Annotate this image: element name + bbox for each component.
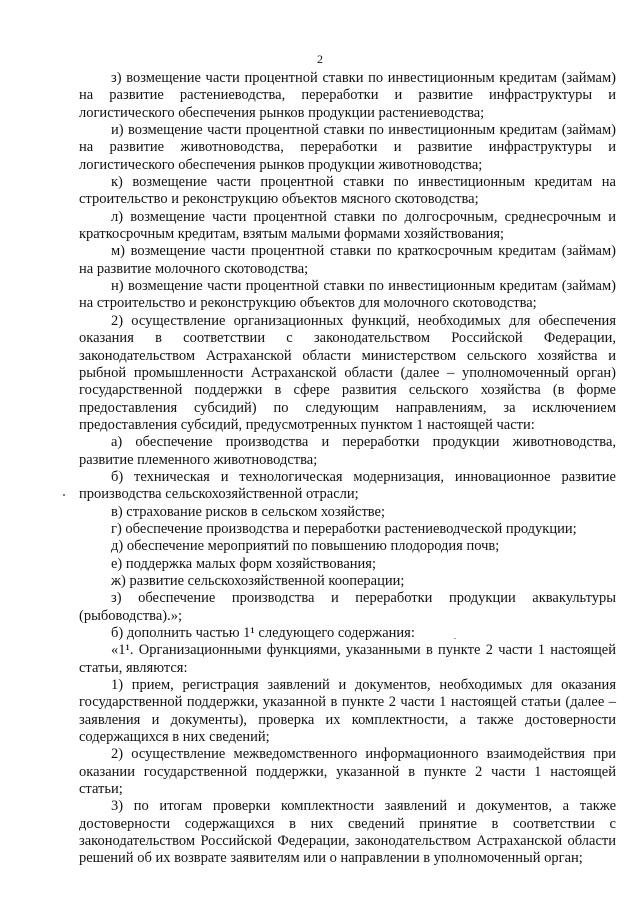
paragraph-k: к) возмещение части процентной ставки по инвестиционным кредитам на строительство и реконструкцию объектов мясного скотоводства; [79, 174, 616, 208]
paragraph-2e: е) поддержка малых форм хозяйствования; [111, 555, 376, 572]
paragraph-2a: а) обеспечение производства и переработки продукции животноводства, развитие племенного животноводства; [79, 434, 616, 468]
paragraph-i: и) возмещение части процентной ставки по инвестиционным кредитам (займам) на развитие животноводства, переработки и развитие инфраструктуры и логистического обеспечения рынков продукции животноводства; [79, 122, 616, 173]
paragraph-2g: г) обеспечение производства и переработки растениеводческой продукции; [111, 520, 577, 537]
paragraph-func-2: 2) осуществление межведомственного информационного взаимодействия при оказании государственной поддержки, указанной в пункте 2 части 1 настоящей статьи; [79, 746, 616, 798]
paragraph-m: м) возмещение части процентной ставки по краткосрочным кредитам (займам) на развитие молочного скотоводства; [79, 243, 616, 277]
paragraph-func-3: 3) по итогам проверки комплектности заявлений и документов, а также достоверности содержащихся в них сведений принятие в соответствии с законодательством Российской Федерации, законодательством Астраханской области решений об их возврате заявителям или о направлении в уполномоченный орган; [79, 798, 616, 867]
paragraph-part-1-1: «1¹. Организационными функциями, указанными в пункте 2 части 1 настоящей статьи, являются: [79, 642, 616, 676]
document-body [79, 70, 616, 868]
paragraph-2: 2) осуществление организационных функций, необходимых для обеспечения оказания в соответствии с законодательством Российской Федерации, законодательством Астраханской области министерством сельского хозяйства и рыбной промышленности Астраханской области (далее – уполномоченный орган) государственной поддержки в сфере развития сельского хозяйства (в форме предоставления субсидий) по следующим направлениям, за исключением предоставления субсидий, предусмотренных пунктом 1 настоящей части: [79, 312, 616, 433]
paragraph-2d: д) обеспечение мероприятий по повышению плодородия почв; [111, 538, 500, 555]
paragraph-2z: з) обеспечение производства и переработки продукции аквакультуры (рыбоводства).»; [79, 590, 616, 624]
paragraph-func-1: 1) прием, регистрация заявлений и документов, необходимых для оказания государственной поддержки, указанной в пункте 2 части 1 настоящей статьи (далее – заявления и документы), проверка их комплектности, а также достоверности содержащихся в них сведений; [79, 677, 616, 746]
paragraph-b-amend: б) дополнить частью 1¹ следующего содержания: [111, 625, 415, 641]
paragraph-l: л) возмещение части процентной ставки по долгосрочным, среднесрочным и краткосрочным кредитам, взятым малыми формами хозяйствования; [79, 208, 616, 243]
paragraph-2zh: ж) развитие сельскохозяйственной кооперации; [111, 572, 405, 589]
paragraph-2v: в) страхование рисков в сельском хозяйстве; [111, 503, 386, 520]
paragraph-n: н) возмещение части процентной ставки по инвестиционным кредитам (займам) на строительство и реконструкцию объектов для молочного скотоводства; [79, 278, 616, 312]
paragraph-z: з) возмещение части процентной ставки по инвестиционным кредитам (займам) на развитие растениеводства, переработки и развитие инфраструктуры и логистического обеспечения рынков продукции растениеводства; [79, 70, 616, 121]
paragraph-2b: б) техническая и технологическая модернизация, инновационное развитие производства сельскохозяйственной отрасли; [79, 468, 616, 503]
scan-speck [63, 494, 65, 496]
scan-speck [454, 638, 456, 639]
page-number: 2 [317, 52, 323, 66]
